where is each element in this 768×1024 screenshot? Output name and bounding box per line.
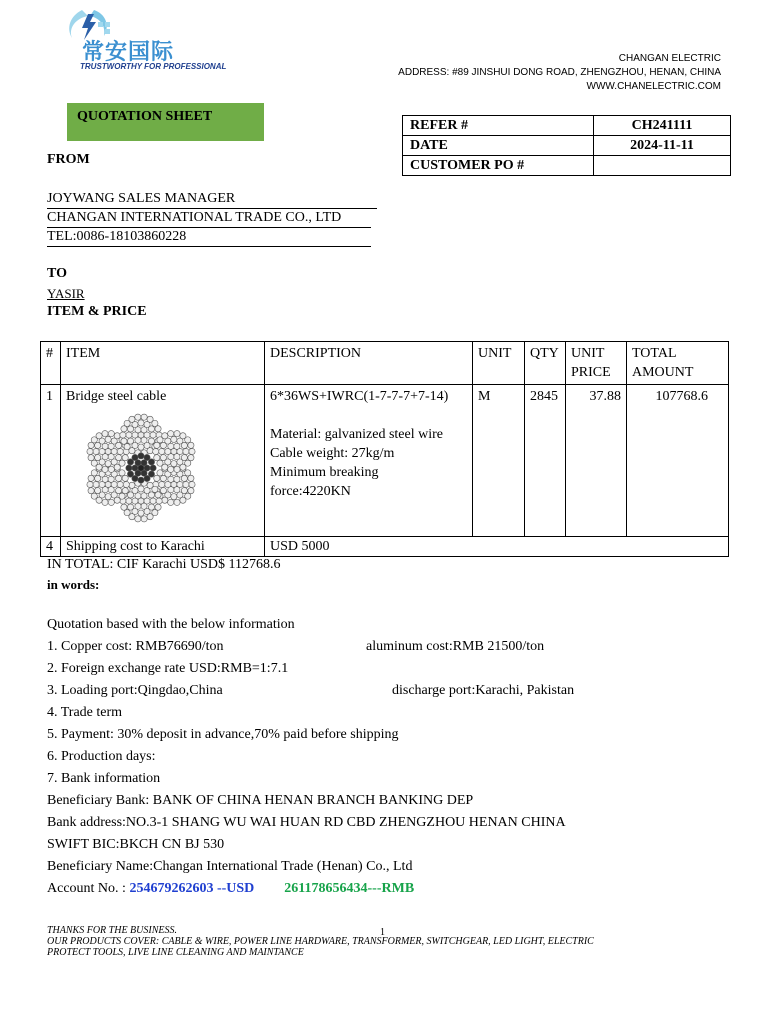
row-item: Bridge steel cable <box>66 389 167 404</box>
company-name: CHANGAN ELECTRIC <box>618 53 721 64</box>
logo-brand-text: 常安国际 <box>82 40 175 65</box>
footer-thanks: THANKS FOR THE BUSINESS. <box>47 925 177 936</box>
to-label: TO <box>47 266 67 281</box>
account-rmb: 261178656434---RMB <box>284 881 415 896</box>
ref-row <box>403 116 731 136</box>
items-table <box>40 341 729 557</box>
info-exchange-rate: 2. Foreign exchange rate USD:RMB=1:7.1 <box>47 661 289 676</box>
row-description: USD 5000 <box>265 537 729 557</box>
row-no: 4 <box>41 537 61 557</box>
col-header-item: ITEM <box>61 342 265 385</box>
ref-value <box>594 156 731 176</box>
info-copper-cost: 1. Copper cost: RMB76690/ton <box>47 639 224 654</box>
company-address: ADDRESS: #89 JINSHUI DONG ROAD, ZHENGZHOU, HENAN, CHINA <box>398 67 721 78</box>
row-total: 107768.6 <box>627 385 729 537</box>
to-name: YASIR <box>47 286 85 301</box>
company-website: WWW.CHANELECTRIC.COM <box>586 81 721 92</box>
row-qty: 2845 <box>525 385 566 537</box>
cable-cross-section-image <box>71 412 211 524</box>
info-loading-port: 3. Loading port:Qingdao,China <box>47 683 223 698</box>
ref-label: REFER # <box>403 116 594 136</box>
row-item-cell <box>61 385 265 537</box>
reference-table <box>402 115 731 176</box>
info-aluminum-cost: aluminum cost:RMB 21500/ton <box>366 639 545 654</box>
from-company: CHANGAN INTERNATIONAL TRADE CO., LTD <box>47 209 371 228</box>
page-number: 1 <box>380 927 385 938</box>
row-desc-line: Cable weight: 27kg/m <box>270 446 395 461</box>
ref-row <box>403 156 731 176</box>
ref-value: 2024-11-11 <box>594 136 731 156</box>
ref-label: CUSTOMER PO # <box>403 156 594 176</box>
total-line: IN TOTAL: CIF Karachi USD$ 112768.6 <box>47 557 281 572</box>
row-description-cell <box>265 385 473 537</box>
info-beneficiary-name: Beneficiary Name:Changan International Trade (Henan) Co., Ltd <box>47 859 413 874</box>
company-logo <box>62 8 252 74</box>
page-title: QUOTATION SHEET <box>77 109 213 124</box>
row-spec: 6*36WS+IWRC(1-7-7-7+7-14) <box>270 389 449 404</box>
info-bank-address: Bank address:NO.3-1 SHANG WU WAI HUAN RD CBD ZHENGZHOU HENAN CHINA <box>47 815 566 830</box>
footer-products: OUR PRODUCTS COVER: CABLE & WIRE, POWER LINE HARDWARE, TRANSFORMER, SWITCHGEAR, LED LIGHT, ELECTRIC <box>47 936 594 947</box>
info-trade-term: 4. Trade term <box>47 705 123 720</box>
row-desc-line: Minimum breaking <box>270 465 379 480</box>
info-swift: SWIFT BIC:BKCH CN BJ 530 <box>47 837 225 852</box>
from-label: FROM <box>47 152 90 167</box>
row-item: Shipping cost to Karachi <box>61 537 265 557</box>
info-bank-heading: 7. Bank information <box>47 771 161 786</box>
col-header-no: # <box>41 342 61 385</box>
logo-tagline: TRUSTWORTHY FOR PROFESSIONAL <box>80 62 227 71</box>
company-header <box>398 52 721 94</box>
row-unit: M <box>473 385 525 537</box>
info-discharge-port: discharge port:Karachi, Pakistan <box>392 683 575 698</box>
title-banner <box>67 103 264 141</box>
footer <box>47 925 737 958</box>
from-contact-name: JOYWANG SALES MANAGER <box>47 190 377 209</box>
col-header-unit: UNIT <box>473 342 525 385</box>
col-header-qty: QTY <box>525 342 566 385</box>
info-intro: Quotation based with the below information <box>47 617 295 632</box>
table-header-row <box>41 342 729 385</box>
from-phone: TEL:0086-18103860228 <box>47 228 371 247</box>
col-header-total-amount: TOTAL AMOUNT <box>627 342 729 385</box>
ref-label: DATE <box>403 136 594 156</box>
info-account-line <box>47 878 414 900</box>
info-payment: 5. Payment: 30% deposit in advance,70% paid before shipping <box>47 727 399 742</box>
table-row <box>41 537 729 557</box>
account-label: Account No. : <box>47 881 130 896</box>
in-words-label: in words: <box>47 577 100 592</box>
account-usd: 254679262603 --USD <box>129 881 255 896</box>
info-production-days: 6. Production days: <box>47 749 156 764</box>
row-desc-line: force:4220KN <box>270 484 351 499</box>
col-header-unit-price: UNIT PRICE <box>566 342 627 385</box>
col-header-description: DESCRIPTION <box>265 342 473 385</box>
row-desc-line: Material: galvanized steel wire <box>270 427 443 442</box>
ref-row <box>403 136 731 156</box>
row-no: 1 <box>41 385 61 537</box>
footer-products-cont: PROTECT TOOLS, LIVE LINE CLEANING AND MAINTANCE <box>47 947 304 958</box>
row-unit-price: 37.88 <box>566 385 627 537</box>
table-row <box>41 385 729 537</box>
section-heading-item-price: ITEM & PRICE <box>47 304 147 319</box>
ref-value: CH241111 <box>594 116 731 136</box>
info-beneficiary-bank: Beneficiary Bank: BANK OF CHINA HENAN BRANCH BANKING DEP <box>47 793 474 808</box>
